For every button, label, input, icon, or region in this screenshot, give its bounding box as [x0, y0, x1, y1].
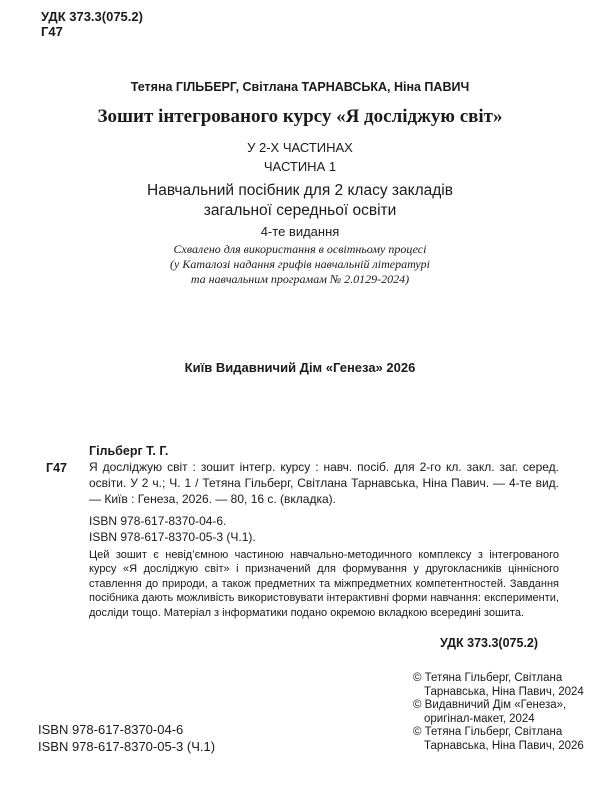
copyright-3-line2: Тарнавська, Ніна Павич, 2026: [424, 739, 584, 752]
edition: 4-те видання: [260, 224, 340, 239]
book-title: Зошит інтегрованого курсу «Я досліджую світ»: [97, 106, 503, 127]
udk-code: УДК 373.3(075.2): [41, 9, 143, 24]
subtitle: [0, 181, 600, 221]
isbn-footer-1: ISBN 978-617-8370-04-6: [38, 722, 184, 737]
subtitle-line1: Навчальний посібник для 2 класу закладів: [147, 182, 453, 199]
approval-line1: Схвалено для використання в освітньому процесі: [173, 242, 427, 256]
biblio-isbn-1: ISBN 978-617-8370-04-6.: [89, 514, 227, 528]
biblio-author: Гільберг Т. Г.: [89, 444, 169, 458]
approval-line2: (у Каталозі надання грифів навчальній літературі: [170, 257, 430, 271]
copyright-1-line1: © Тетяна Гільберг, Світлана: [413, 672, 563, 684]
approval-note: [0, 242, 600, 287]
isbn-footer: [38, 722, 215, 755]
isbn-footer-2: ISBN 978-617-8370-05-3 (Ч.1): [38, 738, 216, 754]
udk-header: [41, 9, 143, 39]
copyright-2-line2: оригінал-макет, 2024: [424, 712, 535, 725]
current-part: ЧАСТИНА 1: [263, 159, 337, 174]
library-index: Г47: [41, 24, 63, 39]
approval-line3: та навчальним програмам № 2.0129-2024): [190, 272, 410, 286]
copyright-3-line1: © Тетяна Гільберг, Світлана: [413, 726, 563, 739]
publisher-line: Київ Видавничий Дім «Генеза» 2026: [184, 360, 416, 375]
biblio-code: Г47: [46, 461, 67, 475]
authors: Тетяна ГІЛЬБЕРГ, Світлана ТАРНАВСЬКА, Ніна ПАВИЧ: [130, 80, 470, 94]
abstract: Цей зошит є невід’ємною частиною навчально-методичного комплексу з інтегрованого курсу «Я досліджую світ» і призначений для формування у другокласників ціннісного ставлення до природи, а також предметних та міжпредметних компетентностей. Завдання посібника дають можливість використовувати інтерактивні форми навчання: експерименти, досліди тощо. Матеріал з інформатики подано окремою вкладкою всередині зошита.: [89, 549, 559, 619]
copyright-2-line1: © Видавничий Дім «Генеза»,: [413, 699, 567, 712]
copyright-block: [413, 672, 584, 754]
subtitle-line2: загальної середньої освіти: [203, 202, 397, 219]
udk-footer: УДК 373.3(075.2): [440, 636, 539, 650]
biblio-isbn: [89, 513, 256, 545]
parts-count: У 2-Х ЧАСТИНАХ: [247, 140, 353, 155]
biblio-isbn-2: ISBN 978-617-8370-05-3 (Ч.1).: [89, 530, 256, 544]
parts-info: [0, 138, 600, 176]
biblio-description: Я досліджую світ : зошит інтегр. курсу : навч. посіб. для 2-го кл. закл. заг. серед. освіти. У 2 ч.; Ч. 1 / Тетяна Гільберг, Світлана Тарнавська, Ніна Павич. — 4-те вид. — Київ : Генеза, 2026. — 80, 16 с. (вкладка).: [89, 460, 559, 506]
copyright-1-line2: Тарнавська, Ніна Павич, 2024: [424, 685, 584, 698]
